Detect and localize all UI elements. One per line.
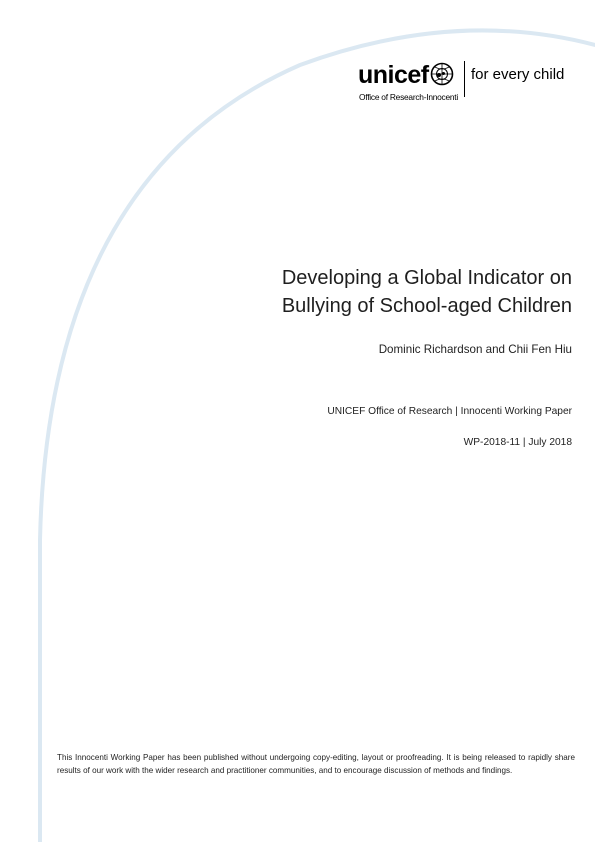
paper-title-line-2: Bullying of School-aged Children bbox=[281, 295, 572, 317]
disclaimer-text: This Innocenti Working Paper has been published without undergoing copy-editing, layout or proofreading. It is being released to rapidly share results of our work with the wider research and practitioner communities, and to encourage discussion of methods and findings. bbox=[57, 753, 575, 775]
logo-wordmark: unicef bbox=[358, 61, 429, 89]
paper-authors: Dominic Richardson and Chii Fen Hiu bbox=[378, 343, 572, 356]
paper-title bbox=[192, 264, 572, 320]
un-emblem-icon bbox=[430, 62, 454, 86]
logo-tagline: for every child bbox=[471, 66, 565, 83]
paper-title-line-1: Developing a Global Indicator on bbox=[281, 267, 572, 289]
logo-divider bbox=[464, 61, 465, 97]
paper-id-date: WP-2018-11 | July 2018 bbox=[463, 437, 572, 448]
paper-series: UNICEF Office of Research | Innocenti Working Paper bbox=[327, 406, 572, 417]
unicef-logo bbox=[358, 60, 578, 108]
logo-subtitle: Office of Research-Innocenti bbox=[359, 92, 458, 102]
